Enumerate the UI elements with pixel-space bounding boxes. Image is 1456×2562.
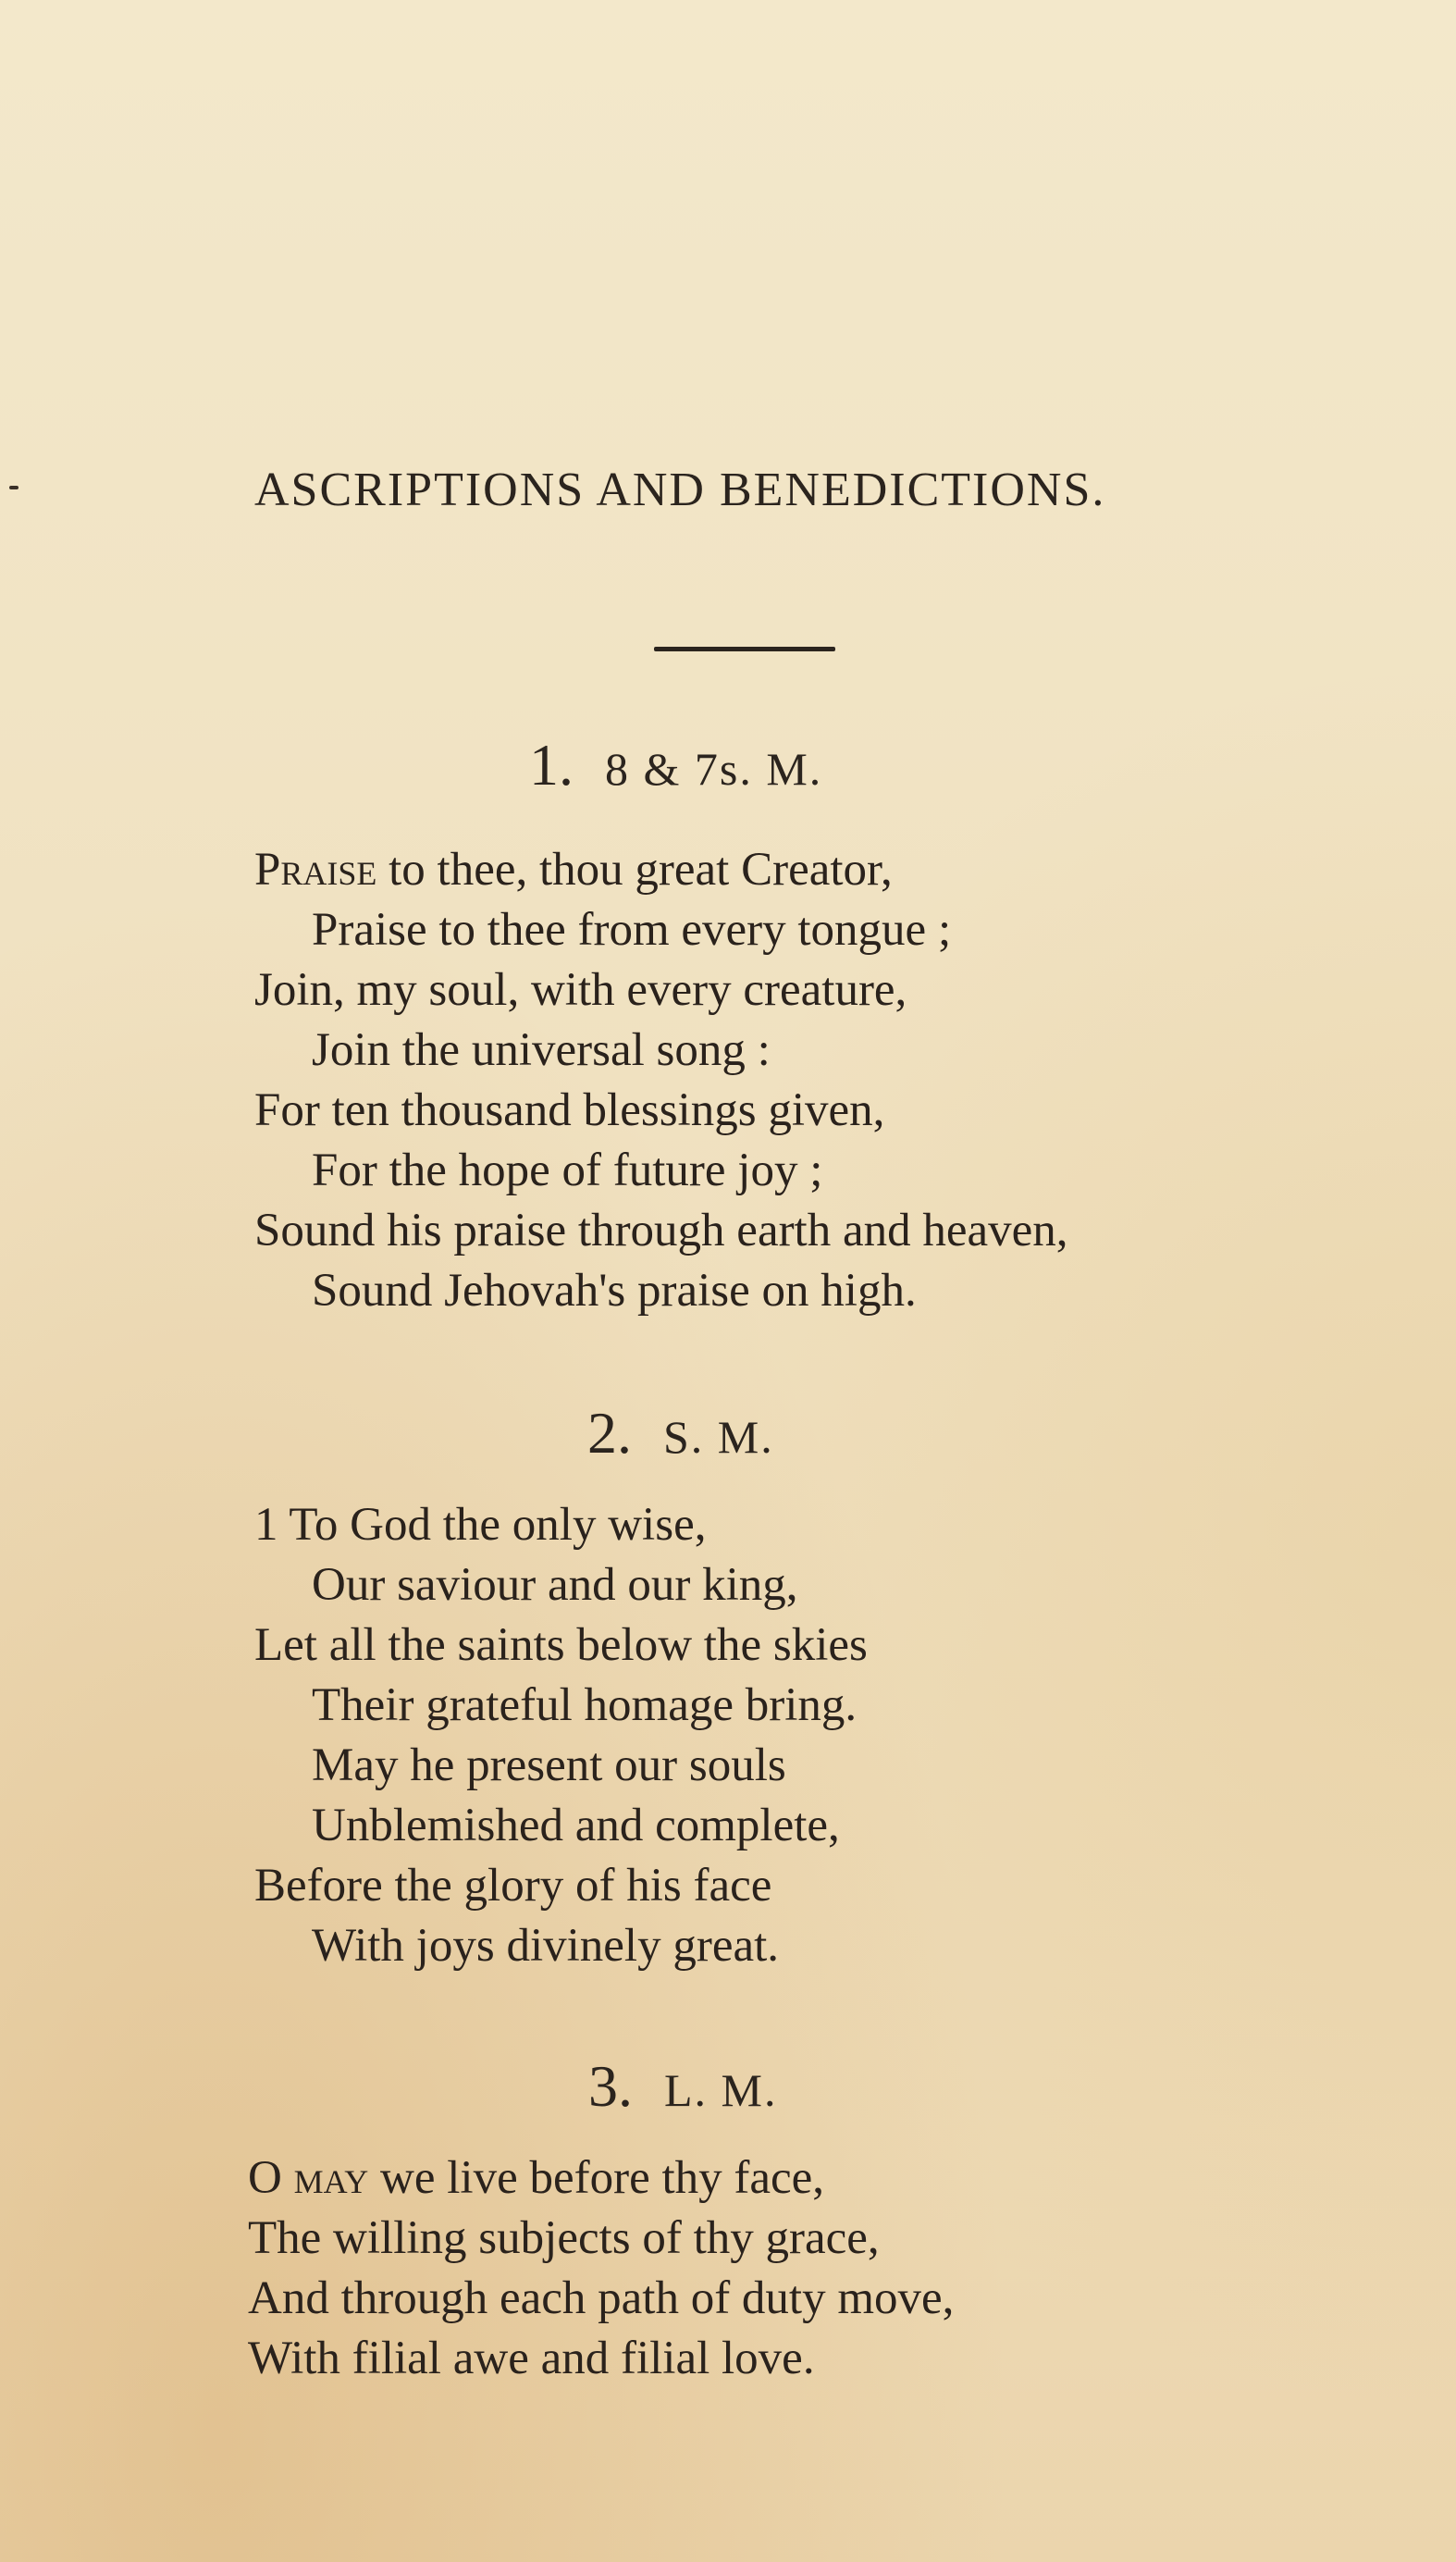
heading-rule	[654, 647, 835, 651]
hymn-meter: L. M.	[664, 2064, 778, 2116]
hymn-1-header	[529, 731, 822, 799]
verse-line: Their grateful homage bring.	[312, 1679, 858, 1731]
hymn-number: 1.	[529, 732, 574, 798]
verse-line-text: to thee, thou great Creator,	[376, 844, 893, 896]
verse-line: Before the glory of his face	[254, 1860, 772, 1912]
verse-line: Our saviour and our king,	[312, 1559, 798, 1611]
hymn-meter: S. M.	[663, 1411, 774, 1463]
verse-line: 1 To God the only wise,	[254, 1499, 707, 1551]
hymn-2-stanza	[254, 1495, 868, 1976]
hymn-number: 2.	[587, 1400, 632, 1466]
verse-line: Join, my soul, with every creature,	[254, 964, 907, 1016]
verse-line: And through each path of duty move,	[248, 2272, 955, 2324]
verse-line: For ten thousand blessings given,	[254, 1084, 885, 1136]
verse-line: The willing subjects of thy grace,	[248, 2212, 880, 2264]
hymn-2-header	[587, 1399, 774, 1467]
verse-line: Sound his praise through earth and heaven,	[254, 1205, 1068, 1256]
hymn-1-stanza	[254, 840, 1068, 1321]
verse-line	[248, 2148, 954, 2209]
verse-line-lead: O may	[248, 2152, 369, 2204]
verse-line: Praise to thee from every tongue ;	[312, 904, 952, 956]
hymn-3-stanza	[248, 2148, 954, 2389]
hymn-3-header	[588, 2052, 778, 2121]
verse-line: Let all the saints below the skies	[254, 1619, 868, 1671]
verse-line	[254, 840, 1068, 900]
verse-line: With filial awe and filial love.	[248, 2333, 815, 2384]
verse-line: With joys divinely great.	[312, 1920, 780, 1972]
hymn-number: 3.	[588, 2053, 633, 2119]
verse-line: Sound Jehovah's praise on high.	[312, 1265, 917, 1317]
page-heading: ASCRIPTIONS AND BENEDICTIONS.	[254, 464, 1106, 516]
edge-mark	[9, 486, 19, 489]
hymn-meter: 8 & 7s. M.	[605, 743, 823, 795]
verse-line: Unblemished and complete,	[312, 1800, 840, 1851]
verse-line: Join the universal song :	[312, 1024, 771, 1076]
verse-line: For the hope of future joy ;	[312, 1145, 823, 1196]
verse-line-text: we live before thy face,	[368, 2152, 825, 2204]
verse-line: May he present our souls	[312, 1739, 786, 1791]
verse-line-lead: Praise	[254, 844, 377, 896]
